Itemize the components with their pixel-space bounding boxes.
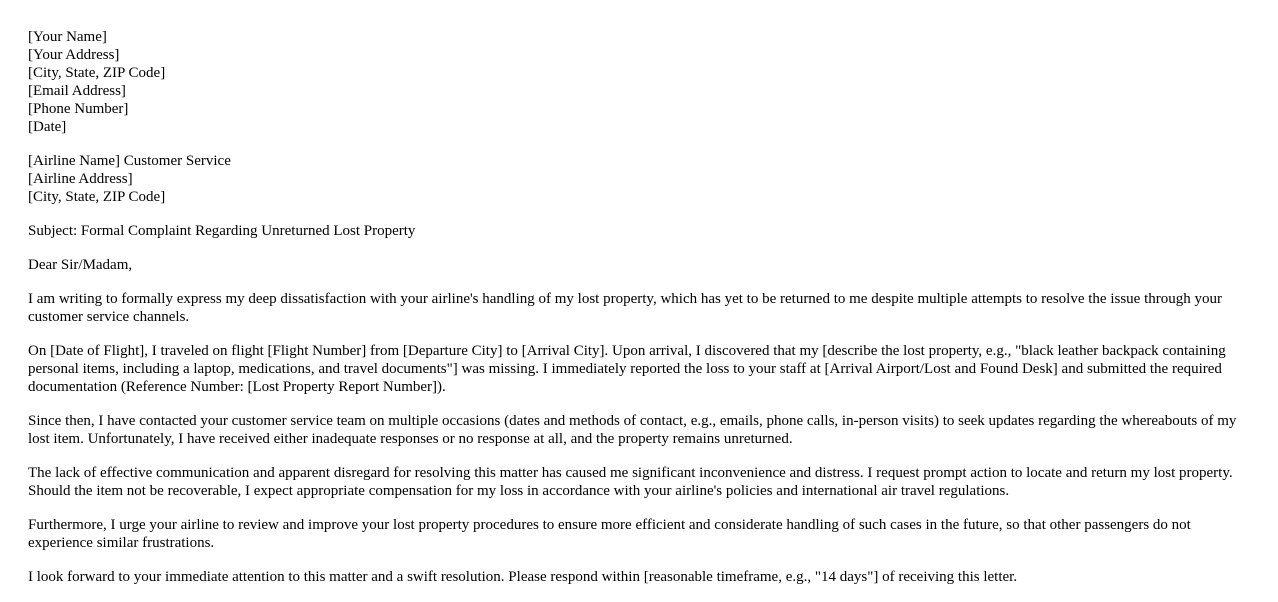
sender-address: [Your Address] bbox=[28, 47, 120, 63]
salutation: Dear Sir/Madam, bbox=[28, 257, 133, 273]
subject-line: Subject: Formal Complaint Regarding Unreturned Lost Property bbox=[28, 223, 416, 239]
recipient-address: [Airline Address] bbox=[28, 171, 133, 187]
sender-phone: [Phone Number] bbox=[28, 101, 129, 117]
sender-block bbox=[28, 28, 1250, 136]
body-paragraph: On [Date of Flight], I traveled on flight [Flight Number] from [Departure City] to [Arrival City]. Upon arrival, I discovered that my [describe the lost property, e.g., "black leather backpack containing personal items, including a laptop, medications, and travel documents"] was missing. I immediately reported the loss to your staff at [Arrival Airport/Lost and Found Desk] and submitted the required documentation (Reference Number: [Lost Property Report Number]). bbox=[28, 343, 1226, 395]
body-paragraph: The lack of effective communication and apparent disregard for resolving this matter has caused me significant inconvenience and distress. I request prompt action to locate and return my lost property. Should the item not be recoverable, I expect appropriate compensation for my loss in accordance with your airline's policies and international air travel regulations. bbox=[28, 465, 1233, 499]
recipient-block bbox=[28, 152, 1250, 206]
body-paragraph: I look forward to your immediate attention to this matter and a swift resolution. Please respond within [reasonable timeframe, e.g., "14 days"] of receiving this letter. bbox=[28, 569, 1018, 585]
body-paragraph: Since then, I have contacted your customer service team on multiple occasions (dates and methods of contact, e.g., emails, phone calls, in-person visits) to seek updates regarding the whereabouts of my lost item. Unfortunately, I have received either inadequate responses or no response at all, and the property remains unreturned. bbox=[28, 413, 1237, 447]
recipient-city-state-zip: [City, State, ZIP Code] bbox=[28, 189, 166, 205]
body-paragraph: Furthermore, I urge your airline to review and improve your lost property procedures to ensure more efficient and considerate handling of such cases in the future, so that other passengers do not experience similar frustrations. bbox=[28, 517, 1191, 551]
body-paragraph: I am writing to formally express my deep dissatisfaction with your airline's handling of my lost property, which has yet to be returned to me despite multiple attempts to resolve the issue through your customer service channels. bbox=[28, 291, 1222, 325]
letter-date: [Date] bbox=[28, 119, 67, 135]
letter bbox=[28, 28, 1250, 602]
recipient-name: [Airline Name] Customer Service bbox=[28, 153, 231, 169]
sender-city-state-zip: [City, State, ZIP Code] bbox=[28, 65, 166, 81]
sender-name: [Your Name] bbox=[28, 29, 107, 45]
sender-email: [Email Address] bbox=[28, 83, 126, 99]
